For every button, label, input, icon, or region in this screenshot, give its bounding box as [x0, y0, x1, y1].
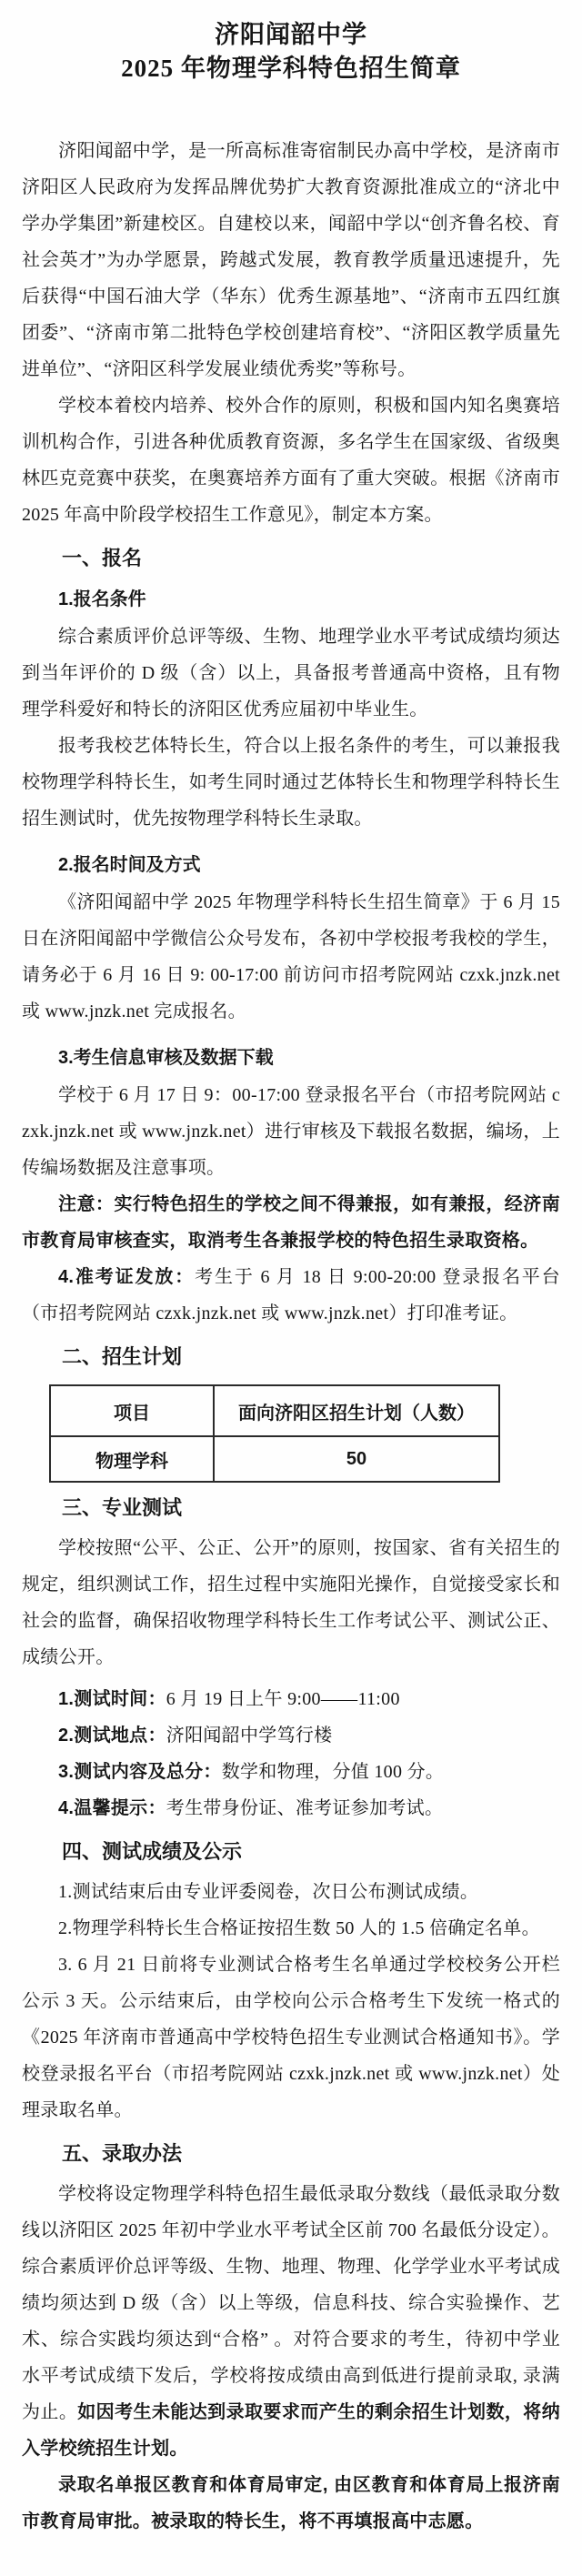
document-title: 2025 年物理学科特色招生简章 [121, 55, 461, 82]
section-heading-registration: 一、报名 [62, 547, 143, 569]
test-results-item-1: 1.测试结束后由专业评委阅卷，次日公布测试成绩。 [58, 1882, 479, 1902]
professional-test-paragraph: 学校按照“公平、公正、公开”的原则，按国家、省有关招生的规定，组织测试工作，招生过程中实施阳光操作，自觉接受家长和社会的监督，确保招收物理学科特长生工作考试公平、测试公正、成绩公开。 [22, 1538, 560, 1667]
section-heading-enrollment-plan: 二、招生计划 [62, 1345, 183, 1368]
test-results-item-2: 2.物理学科特长生合格证按招生数 50 人的 1.5 倍确定名单。 [58, 1918, 540, 1938]
spacer [22, 1030, 560, 1035]
notice-paragraph: 注意：实行特色招生的学校之间不得兼报，如有兼报，经济南市教育局审核查实，取消考生各兼报学校的特色招生录取资格。 [22, 1194, 560, 1251]
enrollment-plan-table [49, 1384, 500, 1483]
admission-ticket-label: 4.准考证发放： [58, 1267, 196, 1287]
section-heading-test-results: 四、测试成绩及公示 [62, 1840, 243, 1863]
test-time-item [22, 1681, 560, 1717]
test-content-item [22, 1754, 560, 1790]
test-results-item-3: 3. 6 月 21 日前将专业测试合格考生名单通过学校校务公开栏公示 3 天。公示结束后，由学校向公示合格考生下发统一格式的《2025 年济南市普通高中学校特色招生专业测试合格通知书》。学校登录报名平台（市招考院网站 czxk.jnzk.net 或 www.jnzk.net）处理录取名单。 [22, 1955, 560, 2120]
table-header-row [50, 1385, 499, 1436]
section-heading-professional-test: 三、专业测试 [62, 1496, 183, 1519]
admission-method-paragraph [22, 2176, 560, 2467]
registration-time-paragraph: 《济阳闻韶中学 2025 年物理学科特长生招生简章》于 6 月 15 日在济阳闻韶中学微信公众号发布，各初中学校报考我校的学生，请务必于 6 月 16 日 9: 00-17:00 前访问市招考院网站 czxk.jnzk.net 或 www.jnzk.net 完成报名。 [22, 892, 560, 1021]
table-cell-subject: 物理学科 [50, 1436, 214, 1482]
admission-method-bold-text: 如因考生未能达到录取要求而产生的剩余招生计划数，将纳入学校统招生计划。 [22, 2402, 560, 2459]
test-time-text: 6 月 19 日上午 9:00——11:00 [166, 1689, 400, 1709]
data-review-paragraph: 学校于 6 月 17 日 9：00-17:00 登录报名平台（市招考院网站 czxk.jnzk.net 或 www.jnzk.net）进行审核及下载报名数据，编场，上传编场数据及注意事项。 [22, 1085, 560, 1178]
test-reminder-text: 考生带身份证、准考证参加考试。 [166, 1798, 444, 1818]
test-location-text: 济阳闻韶中学笃行楼 [166, 1726, 333, 1746]
test-content-label: 3.测试内容及总分： [58, 1762, 222, 1782]
intro-paragraph-1: 济阳闻韶中学，是一所高标准寄宿制民办高中学校，是济南市济阳区人民政府为发挥品牌优势扩大教育资源批准成立的“济北中学办学集团”新建校区。自建校以来，闻韶中学以“创齐鲁名校、育社会英才”为办学愿景，跨越式发展，教育教学质量迅速提升，先后获得“中国石油大学（华东）优秀生源基地”、“济南市五四红旗团委”、“济南市第二批特色学校创建培育校”、“济阳区教学质量先进单位”、“济阳区科学发展业绩优秀奖”等称号。 [22, 141, 560, 379]
registration-conditions-paragraph-1: 综合素质评价总评等级、生物、地理学业水平考试成绩均须达到当年评价的 D 级（含）以上，具备报考普通高中资格，且有物理学科爱好和特长的济阳区优秀应届初中毕业生。 [22, 627, 560, 719]
table-cell-count: 50 [214, 1436, 499, 1482]
sub-heading-data-review: 3.考生信息审核及数据下载 [58, 1048, 274, 1068]
admission-ticket-paragraph [22, 1259, 560, 1332]
test-reminder-item [22, 1790, 560, 1826]
sub-heading-registration-conditions: 1.报名条件 [58, 589, 146, 609]
final-approval-paragraph: 录取名单报区教育和体育局审定, 由区教育和体育局上报济南市教育局审批。被录取的特长生，将不再填报高中志愿。 [22, 2475, 560, 2531]
test-reminder-label: 4.温馨提示： [58, 1798, 166, 1818]
school-name-title: 济阳闻韶中学 [215, 21, 367, 48]
registration-conditions-paragraph-2: 报考我校艺体特长生，符合以上报名条件的考生，可以兼报我校物理学科特长生，如考生同时通过艺体特长生和物理学科特长生招生测试时，优先按物理学科特长生录取。 [22, 736, 560, 829]
table-row [50, 1436, 499, 1482]
document-title-block [22, 18, 560, 86]
intro-paragraph-2: 学校本着校内培养、校外合作的原则，积极和国内知名奥赛培训机构合作，引进各种优质教育资源，多名学生在国家级、省级奥林匹克竞赛中获奖，在奥赛培养方面有了重大突破。根据《济南市 2025 年高中阶段学校招生工作意见》，制定本方案。 [22, 396, 560, 525]
sub-heading-registration-time: 2.报名时间及方式 [58, 855, 201, 875]
test-time-label: 1.测试时间： [58, 1689, 166, 1709]
admission-ticket-text: 考生于 6 月 18 日 9:00-20:00 登录报名平台（市招考院网站 czxk.jnzk.net 或 www.jnzk.net）打印准考证。 [22, 1267, 560, 1323]
test-content-text: 数学和物理，分值 100 分。 [221, 1762, 445, 1782]
admission-method-text: 学校将设定物理学科特色招生最低录取分数线（最低录取分数线以济阳区 2025 年初中学业水平考试全区前 700 名最低分设定）。综合素质评价总评等级、生物、地理、物理、化学学业水平考试成绩均须达到 D 级（含）以上等级，信息科技、综合实验操作、艺术、综合实践均须达到“合格” 。对符合要求的考生，待初中学业水平考试成绩下发后，学校将按成绩由高到低进行提前录取, 录满为止。 [22, 2184, 560, 2422]
table-header-item: 项目 [50, 1385, 214, 1436]
spacer [22, 837, 560, 842]
test-location-label: 2.测试地点： [58, 1726, 166, 1746]
section-heading-admission-method: 五、录取办法 [62, 2142, 183, 2165]
test-location-item [22, 1717, 560, 1754]
table-header-plan-count: 面向济阳区招生计划（人数） [214, 1385, 499, 1436]
